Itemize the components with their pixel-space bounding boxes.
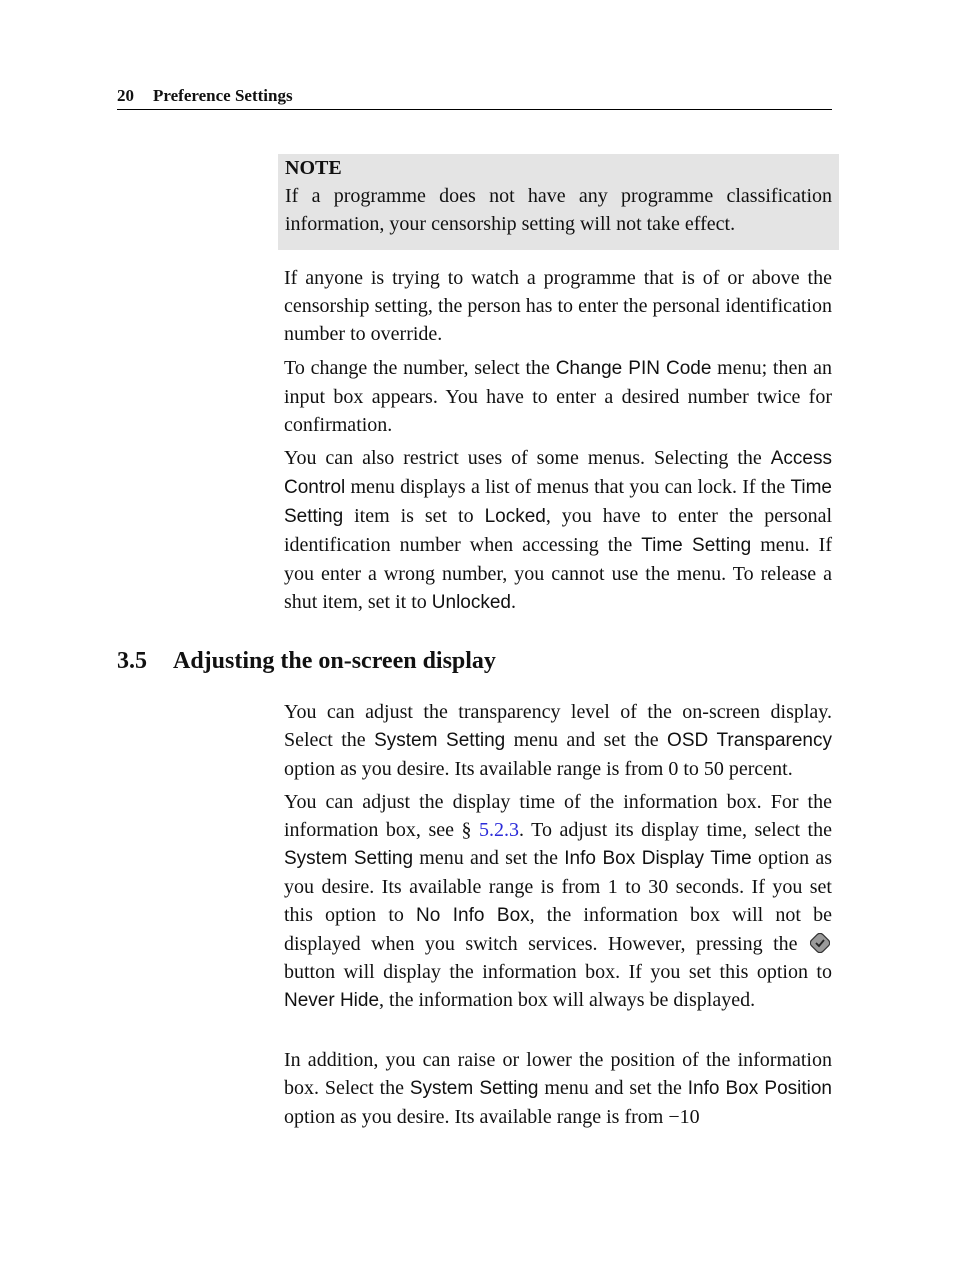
text-run: You can adjust the transparency level of the on-screen display. Select the bbox=[284, 701, 832, 751]
menu-name-access-control: Access Control bbox=[284, 448, 832, 498]
paragraph-osd-transparency bbox=[284, 698, 832, 783]
text-run: menu; then an input box appears. You have to enter a desired number twice for confirmation. bbox=[284, 357, 832, 436]
text-run: menu and set the bbox=[413, 847, 565, 869]
text-run: item is set to bbox=[343, 505, 485, 527]
text-run: In addition, you can raise or lower the position of the information box. Select the bbox=[284, 1049, 832, 1099]
section-reference-link[interactable]: 5.2.3 bbox=[479, 819, 520, 841]
menu-name-change-pin-code: Change PIN Code bbox=[555, 358, 712, 379]
text-run: To change the number, select the bbox=[284, 357, 556, 379]
note-body: If a programme does not have any programme classification information, your censorship setting will not take effect. bbox=[285, 185, 832, 235]
page-number: 20 bbox=[117, 86, 134, 105]
text-run: menu and set the bbox=[505, 729, 668, 751]
menu-name-time-setting: Time Setting bbox=[641, 535, 752, 556]
paragraph-text: If anyone is trying to watch a programme that is of or above the censorship setting, the person has to enter the personal identification number to override. bbox=[284, 267, 832, 345]
paragraph-override bbox=[284, 264, 832, 348]
ok-button-icon bbox=[810, 933, 830, 953]
value-no-info-box: No Info Box bbox=[416, 905, 530, 926]
section-heading bbox=[117, 648, 496, 675]
text-run: , the information box will always be displayed. bbox=[379, 989, 756, 1011]
menu-name-time-setting: Time Setting bbox=[284, 477, 832, 527]
value-locked: Locked bbox=[484, 506, 546, 527]
text-run: menu. If you enter a wrong number, you cannot use the menu. To release a shut item, set it to bbox=[284, 534, 832, 613]
section-title: Adjusting the on-screen display bbox=[173, 648, 496, 674]
text-run: . To adjust its display time, select the bbox=[519, 819, 832, 841]
paragraph-access-control bbox=[284, 444, 832, 617]
running-header bbox=[117, 86, 832, 110]
text-run: , you have to enter the personal identification number when accessing the bbox=[284, 505, 832, 556]
text-run: You can adjust the display time of the information box. For the information box, see § bbox=[284, 791, 832, 841]
option-name-info-box-position: Info Box Position bbox=[687, 1078, 833, 1099]
chapter-title: Preference Settings bbox=[153, 86, 293, 105]
paragraph-change-pin bbox=[284, 354, 832, 439]
paragraph-info-box-position bbox=[284, 1046, 832, 1131]
menu-name-system-setting: System Setting bbox=[284, 848, 414, 869]
option-name-osd-transparency: OSD Transparency bbox=[667, 730, 832, 751]
text-run: menu and set the bbox=[538, 1077, 688, 1099]
text-run: menu displays a list of menus that you can lock. If the bbox=[345, 476, 791, 498]
paragraph-info-box-time bbox=[284, 788, 832, 1015]
menu-name-system-setting: System Setting bbox=[409, 1078, 539, 1099]
text-run: button will display the information box. If you set this option to bbox=[284, 961, 832, 983]
note-title: NOTE bbox=[285, 157, 342, 179]
text-run: . bbox=[511, 591, 516, 613]
text-run: option as you desire. Its available range is from 1 to 30 seconds. If you set this option to bbox=[284, 847, 832, 926]
text-run: You can also restrict uses of some menus. Selecting the bbox=[284, 447, 771, 469]
note-box bbox=[278, 154, 839, 250]
option-name-info-box-display-time: Info Box Display Time bbox=[564, 848, 752, 869]
section-number: 3.5 bbox=[117, 648, 147, 674]
text-run: option as you desire. Its available range is from 0 to 50 percent. bbox=[284, 758, 793, 780]
text-run: option as you desire. Its available range is from −10 bbox=[284, 1106, 700, 1128]
text-run: , the information box will not be displayed when you switch services. However, pressing the bbox=[284, 904, 832, 955]
value-never-hide: Never Hide bbox=[284, 990, 380, 1011]
menu-name-system-setting: System Setting bbox=[374, 730, 506, 751]
value-unlocked: Unlocked bbox=[431, 592, 511, 613]
